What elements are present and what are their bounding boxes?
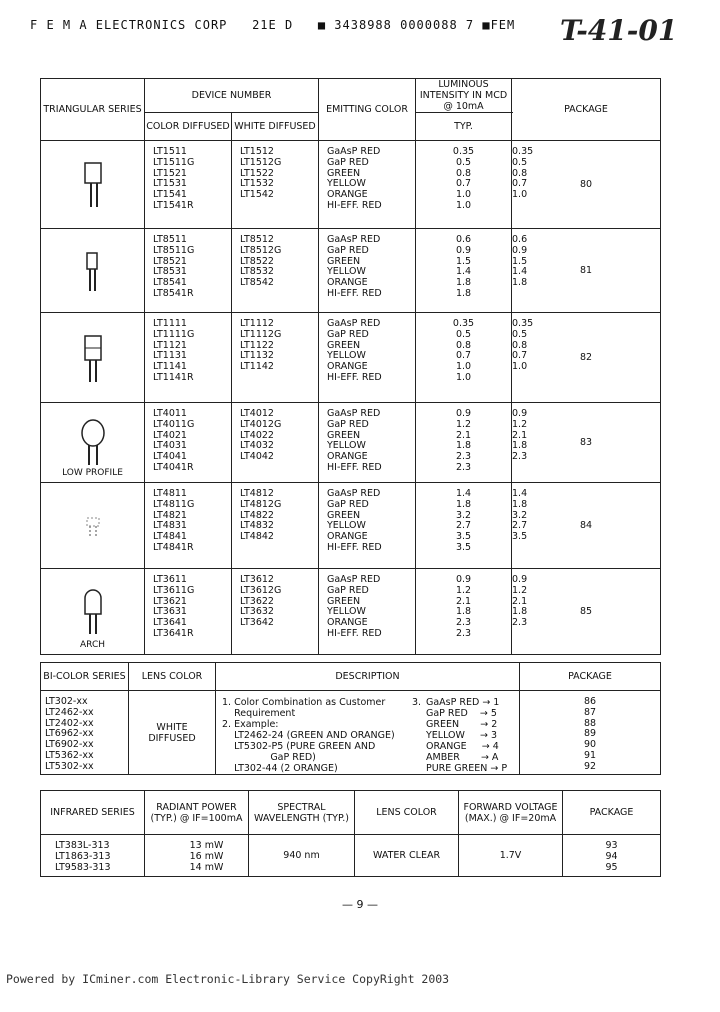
white-device-number: LT4812 bbox=[240, 488, 274, 499]
infrared-series-table bbox=[40, 790, 661, 877]
package-picture-label: ARCH bbox=[79, 640, 105, 650]
intensity-value: 0.7 bbox=[455, 178, 472, 190]
page-number: — 9 — bbox=[342, 898, 378, 911]
color-device-number: LT8521 bbox=[153, 255, 187, 267]
color-device-number: LT8511G bbox=[153, 244, 195, 256]
bicolor-series-header: BI-COLOR SERIES bbox=[41, 663, 129, 691]
radiant-power-value: 13 mW bbox=[189, 840, 224, 851]
color-device-number: LT1121 bbox=[153, 339, 187, 351]
emitting-color-header: EMITTING COLOR bbox=[319, 79, 416, 141]
intensity-value: 0.8 bbox=[455, 339, 472, 351]
emitting-color: GaP RED bbox=[327, 244, 369, 256]
triangular-row: LT8511 LT8511G LT8521 LT8531 LT8541 LT8541R LT8512 LT8512G LT8522 LT8532 LT8542 GaAsP RED GaP RED GREEN YELLOW ORANGE HI-EFF. RED 0.6 0.9 1.5 1.4 1.8 1.8 0.6 0.9 1.5 1.4 1.8 81 bbox=[41, 229, 661, 313]
color-diffused-list bbox=[145, 569, 232, 655]
bicolor-part-number: LT2402-xx bbox=[45, 717, 94, 729]
white-diffused-header: WHITE DIFFUSED bbox=[232, 113, 319, 141]
wavelength-value: 940 nm bbox=[249, 835, 355, 877]
color-device-number: LT8541R bbox=[153, 287, 194, 299]
intensity-value: 2.7 bbox=[455, 520, 472, 532]
color-device-number: LT4811G bbox=[153, 498, 195, 510]
white-device-number: LT1142 bbox=[240, 361, 274, 373]
package-drawing-80 bbox=[73, 155, 113, 215]
intensity-value: 1.0 bbox=[455, 361, 472, 373]
intensity-value: 0.5 bbox=[455, 328, 472, 340]
description-line: Requirement bbox=[222, 708, 296, 719]
package-number: 81 bbox=[512, 229, 661, 313]
color-device-number: LT4841 bbox=[153, 531, 187, 543]
color-device-number: LT4031 bbox=[153, 440, 187, 452]
package-picture-cell bbox=[41, 483, 145, 569]
intensity-value: 0.7 bbox=[455, 350, 472, 362]
white-diffused-list bbox=[232, 229, 319, 313]
bicolor-package-number: 88 bbox=[583, 717, 597, 729]
white-device-number: LT1112 bbox=[240, 318, 274, 329]
color-code-line: PURE GREEN → P bbox=[426, 763, 508, 774]
intensity-value: 0.6 bbox=[455, 234, 472, 245]
white-device-number: LT1112G bbox=[240, 328, 282, 340]
color-code-line: GaAsP RED → 1 bbox=[426, 697, 500, 708]
color-device-number: LT4811 bbox=[153, 488, 187, 499]
white-device-number: LT1132 bbox=[240, 350, 274, 362]
typ-color-list bbox=[416, 483, 512, 569]
typ-color-list bbox=[416, 229, 512, 313]
white-diffused-list bbox=[232, 403, 319, 483]
bicolor-part-number: LT6902-xx bbox=[45, 739, 94, 751]
white-diffused-list bbox=[232, 141, 319, 229]
white-device-number: LT1122 bbox=[240, 339, 274, 351]
package-number: 80 bbox=[512, 141, 661, 229]
white-device-number: LT8542 bbox=[240, 277, 274, 289]
color-device-number: LT4021 bbox=[153, 429, 187, 441]
description-line: GaP RED) bbox=[222, 752, 316, 763]
triangular-row: LOW PROFILE LT4011 LT4011G LT4021 LT4031 LT4041 LT4041R LT4012 LT4012G LT4022 LT4032 LT4042 GaAsP RED GaP RED GREEN YELLOW ORANGE HI-EFF. RED 0.9 1.2 2.1 1.8 2.3 2.3 0.9 1.2 2.1 1.8 2.3 83 bbox=[41, 403, 661, 483]
color-device-number: LT4011G bbox=[153, 418, 195, 430]
white-device-number: LT8532 bbox=[240, 266, 274, 278]
emitting-color-list bbox=[319, 141, 416, 229]
bicolor-package-header: PACKAGE bbox=[520, 663, 661, 691]
emitting-color-list bbox=[319, 403, 416, 483]
package-number: 82 bbox=[512, 313, 661, 403]
white-device-number: LT1512G bbox=[240, 156, 282, 168]
radiant-power-value: 16 mW bbox=[189, 850, 224, 862]
package-picture-cell bbox=[41, 141, 145, 229]
color-code-line: YELLOW → 3 bbox=[426, 730, 498, 741]
intensity-value: 3.5 bbox=[455, 541, 472, 553]
bicolor-package-number: 92 bbox=[583, 760, 597, 772]
color-device-number: LT3621 bbox=[153, 595, 187, 607]
description-header: DESCRIPTION bbox=[216, 663, 520, 691]
color-device-number: LT4831 bbox=[153, 520, 187, 532]
white-device-number: LT8512G bbox=[240, 244, 282, 256]
color-device-number: LT4041R bbox=[153, 461, 194, 473]
radiant-power-header: RADIANT POWER (TYP.) @ IF=100mA bbox=[145, 791, 249, 835]
color-device-number: LT4011 bbox=[153, 408, 187, 419]
bicolor-lens: WHITE DIFFUSED bbox=[129, 691, 216, 775]
wavelength-header: SPECTRAL WAVELENGTH (TYP.) bbox=[249, 791, 355, 835]
radiant-power-list bbox=[145, 835, 249, 877]
white-device-number: LT4042 bbox=[240, 451, 274, 463]
bicolor-series-list bbox=[41, 691, 129, 775]
emitting-color-list bbox=[319, 313, 416, 403]
intensity-value: 2.3 bbox=[455, 461, 472, 473]
intensity-value: 1.8 bbox=[455, 287, 472, 299]
emitting-color: GaAsP RED bbox=[327, 318, 381, 329]
handwritten-code: T-41-01 bbox=[560, 14, 678, 47]
emitting-color: YELLOW bbox=[327, 266, 366, 278]
description-line: LT2462-24 (GREEN AND ORANGE) bbox=[222, 730, 395, 741]
emitting-color: HI-EFF. RED bbox=[327, 371, 382, 383]
emitting-color: GaP RED bbox=[327, 156, 369, 168]
white-device-number: LT3642 bbox=[240, 617, 274, 629]
bicolor-part-number: LT5302-xx bbox=[45, 760, 94, 772]
package-drawing-82 bbox=[73, 328, 113, 388]
intensity-value: 3.5 bbox=[455, 531, 472, 543]
emitting-color: ORANGE bbox=[327, 617, 368, 629]
color-diffused-list bbox=[145, 483, 232, 569]
emitting-color: GREEN bbox=[327, 167, 361, 179]
bicolor-package-number: 91 bbox=[583, 749, 597, 761]
color-code-line: ORANGE → 4 bbox=[426, 741, 499, 752]
description-left bbox=[222, 697, 412, 774]
emitting-color: GREEN bbox=[327, 255, 361, 267]
bicolor-part-number: LT6962-xx bbox=[45, 728, 94, 740]
intensity-value: 1.4 bbox=[455, 488, 472, 499]
emitting-color: GREEN bbox=[327, 339, 361, 351]
package-picture-cell bbox=[41, 229, 145, 313]
intensity-value: 1.4 bbox=[455, 266, 472, 278]
intensity-value: 1.8 bbox=[455, 498, 472, 510]
color-device-number: LT1541 bbox=[153, 189, 187, 201]
white-device-number: LT4842 bbox=[240, 531, 274, 543]
emitting-color: YELLOW bbox=[327, 520, 366, 532]
emitting-color: HI-EFF. RED bbox=[327, 287, 382, 299]
intensity-value: 1.0 bbox=[455, 189, 472, 201]
color-device-number: LT8531 bbox=[153, 266, 187, 278]
color-device-number: LT1111 bbox=[153, 318, 187, 329]
emitting-color: HI-EFF. RED bbox=[327, 199, 382, 211]
package-picture-label: LOW PROFILE bbox=[62, 468, 123, 478]
description-right-title: 3. bbox=[412, 697, 422, 708]
color-device-number: LT3611 bbox=[153, 574, 187, 585]
color-device-number: LT8541 bbox=[153, 277, 187, 289]
white-device-number: LT8522 bbox=[240, 255, 274, 267]
intensity-value: 0.35 bbox=[452, 318, 475, 329]
package-drawing-83 bbox=[73, 415, 113, 471]
color-code-line: GREEN → 2 bbox=[426, 719, 498, 730]
color-diffused-list bbox=[145, 229, 232, 313]
description-line: 2. Example: bbox=[222, 719, 279, 730]
intensity-value: 1.5 bbox=[455, 255, 472, 267]
emitting-color: ORANGE bbox=[327, 189, 368, 201]
intensity-value: 1.8 bbox=[455, 440, 472, 452]
intensity-value: 0.9 bbox=[455, 574, 472, 585]
intensity-value: 0.8 bbox=[455, 167, 472, 179]
forward-voltage-header: FORWARD VOLTAGE (MAX.) @ IF=20mA bbox=[459, 791, 563, 835]
white-device-number: LT4832 bbox=[240, 520, 274, 532]
emitting-color: YELLOW bbox=[327, 440, 366, 452]
color-device-number: LT3611G bbox=[153, 584, 195, 596]
intensity-value: 2.3 bbox=[455, 627, 472, 639]
bicolor-part-number: LT2462-xx bbox=[45, 706, 94, 718]
package-number: 85 bbox=[512, 569, 661, 655]
intensity-value: 1.2 bbox=[455, 418, 472, 430]
typ-color-list bbox=[416, 141, 512, 229]
lens-color-header: LENS COLOR bbox=[129, 663, 216, 691]
device-number-header: DEVICE NUMBER bbox=[145, 79, 319, 113]
white-device-number: LT3612 bbox=[240, 574, 274, 585]
footer-copyright: Powered by ICminer.com Electronic-Library Service CopyRight 2003 bbox=[6, 972, 450, 986]
emitting-color: HI-EFF. RED bbox=[327, 541, 382, 553]
emitting-color: GaAsP RED bbox=[327, 234, 381, 245]
white-device-number: LT8512 bbox=[240, 234, 274, 245]
color-device-number: LT1141 bbox=[153, 361, 187, 373]
typ-color-list bbox=[416, 403, 512, 483]
package-number: 83 bbox=[512, 403, 661, 483]
emitting-color: HI-EFF. RED bbox=[327, 461, 382, 473]
description-right bbox=[426, 697, 507, 774]
package-picture-cell bbox=[41, 403, 145, 483]
ir-lens-value: WATER CLEAR bbox=[355, 835, 459, 877]
intensity-value: 1.0 bbox=[455, 199, 472, 211]
emitting-color: ORANGE bbox=[327, 531, 368, 543]
bicolor-series-table bbox=[40, 662, 661, 775]
color-device-number: LT3641 bbox=[153, 617, 187, 629]
emitting-color: GREEN bbox=[327, 509, 361, 521]
typ-header: TYP. bbox=[416, 113, 512, 141]
white-device-number: LT4032 bbox=[240, 440, 274, 452]
white-device-number: LT1532 bbox=[240, 178, 274, 190]
white-device-number: LT3612G bbox=[240, 584, 282, 596]
intensity-value: 1.8 bbox=[455, 277, 472, 289]
emitting-color: GaAsP RED bbox=[327, 574, 381, 585]
infrared-package-number: 94 bbox=[605, 850, 618, 862]
package-header: PACKAGE bbox=[512, 79, 661, 141]
intensity-value: 0.9 bbox=[455, 408, 472, 419]
emitting-color: GaP RED bbox=[327, 584, 369, 596]
intensity-value: 2.3 bbox=[455, 617, 472, 629]
color-code-line: GaP RED → 5 bbox=[426, 708, 497, 719]
white-device-number: LT1512 bbox=[240, 146, 274, 157]
emitting-color: GaAsP RED bbox=[327, 146, 381, 157]
color-diffused-header: COLOR DIFFUSED bbox=[145, 113, 232, 141]
description-line: 1. Color Combination as Customer bbox=[222, 697, 386, 708]
emitting-color-list bbox=[319, 483, 416, 569]
color-device-number: LT3641R bbox=[153, 627, 194, 639]
color-device-number: LT1111G bbox=[153, 328, 195, 340]
ir-lens-color-header: LENS COLOR bbox=[355, 791, 459, 835]
emitting-color: YELLOW bbox=[327, 350, 366, 362]
infrared-packages bbox=[563, 835, 661, 877]
infrared-series-list bbox=[41, 835, 145, 877]
emitting-color: GaP RED bbox=[327, 328, 369, 340]
emitting-color: ORANGE bbox=[327, 451, 368, 463]
bicolor-part-number: LT5362-xx bbox=[45, 749, 94, 761]
package-picture-cell bbox=[41, 313, 145, 403]
white-device-number: LT3632 bbox=[240, 606, 274, 618]
typ-color-list bbox=[416, 569, 512, 655]
emitting-color-list bbox=[319, 569, 416, 655]
color-device-number: LT1511 bbox=[153, 146, 187, 157]
package-picture-cell bbox=[41, 569, 145, 655]
infrared-part-number: LT1863-313 bbox=[55, 850, 111, 862]
package-number: 84 bbox=[512, 483, 661, 569]
series-header: TRIANGULAR SERIES bbox=[41, 79, 145, 141]
intensity-value: 1.0 bbox=[455, 371, 472, 383]
package-drawing-85 bbox=[73, 584, 113, 640]
infrared-part-number: LT9583-313 bbox=[55, 861, 111, 873]
white-device-number: LT1522 bbox=[240, 167, 274, 179]
triangular-row: LT1511 LT1511G LT1521 LT1531 LT1541 LT1541R LT1512 LT1512G LT1522 LT1532 LT1542 GaAsP RED GaP RED GREEN YELLOW ORANGE HI-EFF. RED 0.35 0.5 0.8 0.7 1.0 1.0 0.35 0.5 0.8 0.7 1.0 80 bbox=[41, 141, 661, 229]
triangular-row: LT4811 LT4811G LT4821 LT4831 LT4841 LT4841R LT4812 LT4812G LT4822 LT4832 LT4842 GaAsP RED GaP RED GREEN YELLOW ORANGE HI-EFF. RED 1.4 1.8 3.2 2.7 3.5 3.5 1.4 1.8 3.2 2.7 3.5 84 bbox=[41, 483, 661, 569]
emitting-color: GREEN bbox=[327, 595, 361, 607]
emitting-color: GaP RED bbox=[327, 418, 369, 430]
bicolor-package-number: 89 bbox=[583, 728, 597, 740]
intensity-value: 2.1 bbox=[455, 595, 472, 607]
emitting-color: GREEN bbox=[327, 429, 361, 441]
emitting-color: GaAsP RED bbox=[327, 408, 381, 419]
bicolor-part-number: LT302-xx bbox=[45, 696, 88, 707]
color-device-number: LT4821 bbox=[153, 509, 187, 521]
infrared-series-header: INFRARED SERIES bbox=[41, 791, 145, 835]
emitting-color: GaP RED bbox=[327, 498, 369, 510]
white-device-number: LT4822 bbox=[240, 509, 274, 521]
color-diffused-list bbox=[145, 313, 232, 403]
infrared-package-number: 95 bbox=[605, 861, 618, 873]
emitting-color: HI-EFF. RED bbox=[327, 627, 382, 639]
intensity-value: 1.2 bbox=[455, 584, 472, 596]
color-code-line: AMBER → A bbox=[426, 752, 499, 763]
color-diffused-list bbox=[145, 141, 232, 229]
intensity-value: 2.3 bbox=[455, 451, 472, 463]
emitting-color: ORANGE bbox=[327, 361, 368, 373]
white-device-number: LT3622 bbox=[240, 595, 274, 607]
bicolor-package-number: 86 bbox=[583, 696, 597, 707]
intensity-value: 2.1 bbox=[455, 429, 472, 441]
color-device-number: LT4041 bbox=[153, 451, 187, 463]
intensity-value: 1.8 bbox=[455, 606, 472, 618]
document-header: F E M A ELECTRONICS CORP 21E D ■ 3438988 0000088 7 ■FEM bbox=[30, 18, 516, 32]
color-device-number: LT1131 bbox=[153, 350, 187, 362]
luminous-header: LUMINOUS INTENSITY IN MCD @ 10mA bbox=[416, 79, 512, 113]
emitting-color: GaAsP RED bbox=[327, 488, 381, 499]
radiant-power-value: 14 mW bbox=[189, 861, 224, 873]
white-device-number: LT4012 bbox=[240, 408, 274, 419]
triangular-series-table bbox=[40, 78, 661, 655]
bicolor-description bbox=[216, 691, 520, 775]
color-device-number: LT4841R bbox=[153, 541, 194, 553]
intensity-value: 0.5 bbox=[455, 156, 472, 168]
color-device-number: LT1141R bbox=[153, 371, 194, 383]
white-diffused-list bbox=[232, 313, 319, 403]
white-device-number: LT4812G bbox=[240, 498, 282, 510]
bicolor-package-number: 87 bbox=[583, 706, 597, 718]
color-device-number: LT1541R bbox=[153, 199, 194, 211]
color-diffused-list bbox=[145, 403, 232, 483]
emitting-color: YELLOW bbox=[327, 606, 366, 618]
description-line: LT302-44 (2 ORANGE) bbox=[222, 763, 338, 774]
infrared-package-number: 93 bbox=[605, 840, 618, 851]
typ-color-list bbox=[416, 313, 512, 403]
package-drawing-81 bbox=[73, 241, 113, 301]
color-device-number: LT1531 bbox=[153, 178, 187, 190]
bicolor-package-number: 90 bbox=[583, 739, 597, 751]
infrared-package-header: PACKAGE bbox=[563, 791, 661, 835]
color-device-number: LT8511 bbox=[153, 234, 187, 245]
bicolor-packages bbox=[520, 691, 661, 775]
intensity-value: 0.9 bbox=[455, 244, 472, 256]
white-diffused-list bbox=[232, 569, 319, 655]
triangular-row: ARCH LT3611 LT3611G LT3621 LT3631 LT3641 LT3641R LT3612 LT3612G LT3622 LT3632 LT3642 GaAsP RED GaP RED GREEN YELLOW ORANGE HI-EFF. RED 0.9 1.2 2.1 1.8 2.3 2.3 0.9 1.2 2.1 1.8 2.3 85 bbox=[41, 569, 661, 655]
forward-voltage-value: 1.7V bbox=[459, 835, 563, 877]
white-device-number: LT1542 bbox=[240, 189, 274, 201]
intensity-value: 0.35 bbox=[452, 146, 475, 157]
emitting-color: YELLOW bbox=[327, 178, 366, 190]
emitting-color: ORANGE bbox=[327, 277, 368, 289]
color-device-number: LT1521 bbox=[153, 167, 187, 179]
description-line: LT5302-P5 (PURE GREEN AND bbox=[222, 741, 376, 752]
emitting-color-list bbox=[319, 229, 416, 313]
intensity-value: 3.2 bbox=[455, 509, 472, 521]
color-device-number: LT3631 bbox=[153, 606, 187, 618]
white-diffused-list bbox=[232, 483, 319, 569]
package-drawing-84 bbox=[73, 498, 113, 554]
triangular-row: LT1111 LT1111G LT1121 LT1131 LT1141 LT1141R LT1112 LT1112G LT1122 LT1132 LT1142 GaAsP RED GaP RED GREEN YELLOW ORANGE HI-EFF. RED 0.35 0.5 0.8 0.7 1.0 1.0 0.35 0.5 0.8 0.7 1.0 82 bbox=[41, 313, 661, 403]
infrared-part-number: LT383L-313 bbox=[55, 840, 110, 851]
white-device-number: LT4012G bbox=[240, 418, 282, 430]
color-device-number: LT1511G bbox=[153, 156, 195, 168]
white-device-number: LT4022 bbox=[240, 429, 274, 441]
